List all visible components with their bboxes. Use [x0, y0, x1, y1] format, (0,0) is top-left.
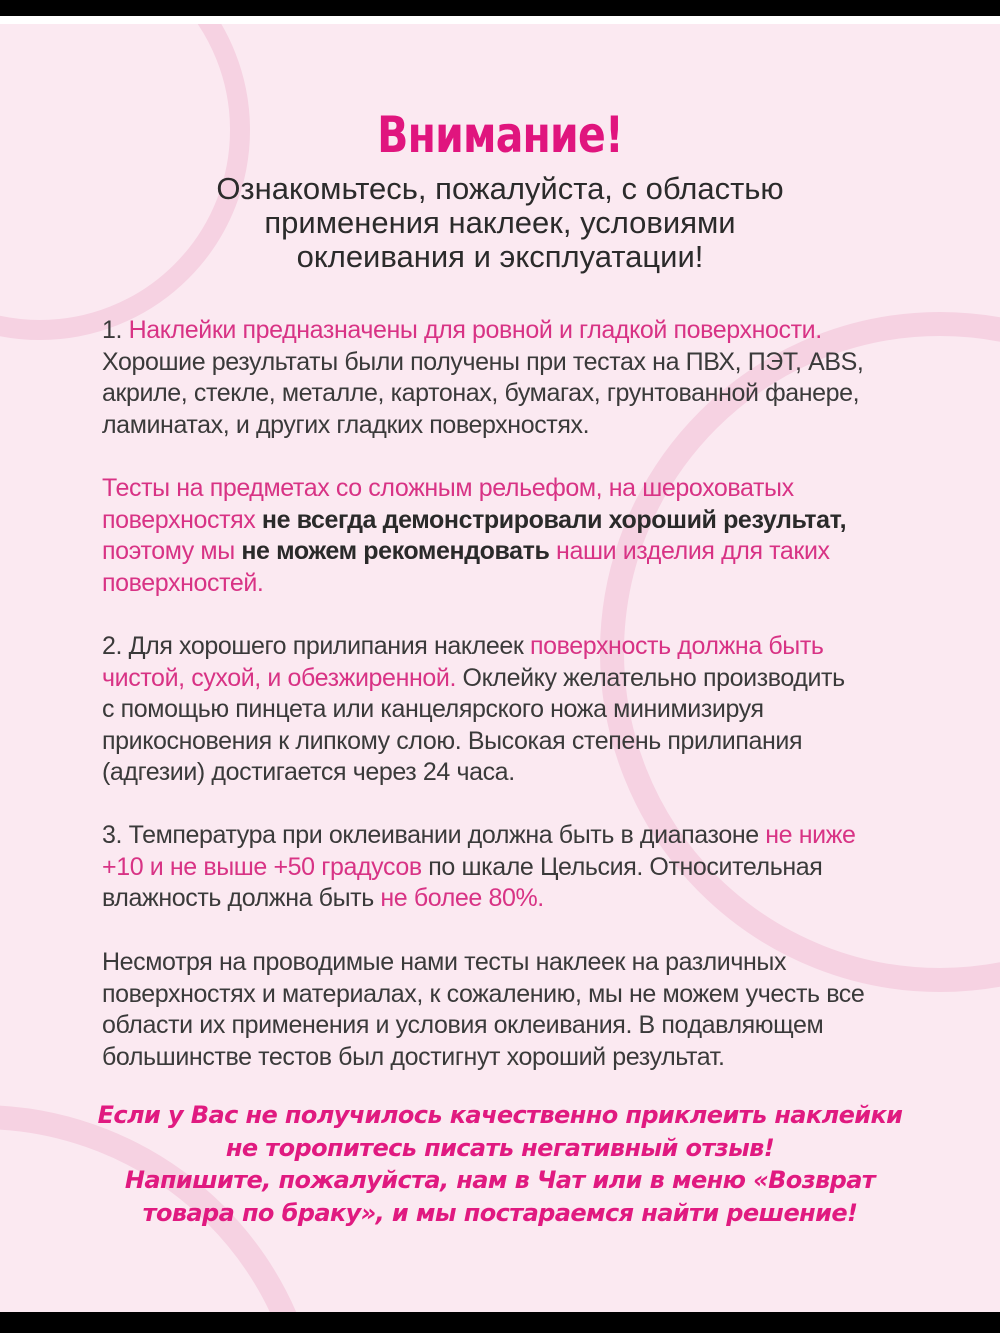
text-line: ламинатах, и других гладких поверхностях.	[102, 410, 590, 439]
text-line: прикосновения к липкому слою. Высокая степень прилипания	[102, 726, 803, 755]
highlight-text: поверхностях	[102, 505, 262, 534]
text-line	[102, 315, 922, 347]
footer-line: Напишите, пожалуйста, нам в Чат или в меню «Возврат	[124, 1166, 876, 1194]
highlight-text: +10 и не выше +50 градусов	[102, 852, 422, 881]
highlight-text: Наклейки предназначены для ровной и гладкой поверхности.	[128, 316, 822, 344]
subtitle	[0, 172, 1000, 274]
text-line	[102, 663, 922, 695]
text-line	[102, 536, 922, 568]
plain-text: 2. Для хорошего прилипания наклеек	[102, 632, 530, 660]
notice-page	[0, 24, 1000, 1312]
footer-line: Если у Вас не получилось качественно приклеить наклейки	[97, 1101, 903, 1129]
text-line: Хорошие результаты были получены при тестах на ПВХ, ПЭТ, ABS,	[102, 347, 864, 376]
highlight-text: чистой, сухой, и обезжиренной.	[102, 663, 456, 692]
section-3-temperature	[102, 820, 922, 915]
plain-text: по шкале Цельсия. Относительная	[421, 852, 823, 881]
text-line: большинстве тестов был достигнут хороший результат.	[102, 1042, 725, 1071]
highlight-text: наши изделия для таких	[549, 537, 830, 565]
subtitle-line: Ознакомьтесь, пожалуйста, с областью	[216, 171, 784, 206]
plain-text: 3. Температура при оклеивании должна быть в диапазоне	[102, 821, 766, 849]
page-title: Внимание!	[377, 106, 623, 164]
subtitle-line: применения наклеек, условиями	[264, 205, 736, 240]
highlight-text: не более 80%.	[380, 884, 544, 912]
bold-text: не можем рекомендовать	[241, 537, 550, 565]
text-line	[102, 852, 922, 884]
footer-appeal	[0, 1099, 1000, 1229]
plain-text: влажность должна быть	[102, 884, 381, 912]
footer-line: не торопитесь писать негативный отзыв!	[225, 1133, 775, 1162]
section-1-surfaces	[102, 315, 922, 441]
text-line	[102, 505, 922, 537]
text-line: акриле, стекле, металле, картонах, бумагах, грунтованной фанере,	[102, 379, 860, 407]
bold-text: не всегда демонстрировали хороший результат,	[261, 505, 847, 534]
highlight-text: не ниже	[765, 821, 856, 849]
top-white-strip	[0, 16, 1000, 24]
text-line: поверхностях и материалах, к сожалению, мы не можем учесть все	[102, 979, 865, 1008]
text-line	[102, 883, 922, 915]
text-line: Несмотря на проводимые нами тесты наклеек на различных	[102, 948, 787, 976]
item-number: 1.	[102, 316, 129, 344]
text-line: (адгезии) достигается через 24 часа.	[102, 758, 515, 786]
section-rough-surfaces-warning	[102, 473, 922, 599]
highlight-text: поверхность должна быть	[529, 632, 824, 660]
text-line: с помощью пинцета или канцелярского ножа минимизируя	[102, 695, 764, 723]
text-line: области их применения и условия оклеивания. В подавляющем	[102, 1011, 824, 1039]
text-line	[102, 820, 922, 852]
top-black-bar	[0, 0, 1000, 16]
text-line: Тесты на предметах со сложным рельефом, на шероховатых	[102, 474, 794, 502]
subtitle-line: оклеивания и эксплуатации!	[296, 239, 704, 274]
bottom-black-bar	[0, 1312, 1000, 1333]
highlight-text: поэтому мы	[102, 537, 242, 565]
section-disclaimer	[102, 947, 922, 1073]
section-2-adhesion	[102, 631, 922, 789]
text-line	[102, 631, 922, 663]
footer-line: товара по браку», и мы постараемся найти решение!	[142, 1198, 858, 1227]
plain-text: Оклейку желательно производить	[456, 663, 845, 692]
text-line: поверхностей.	[102, 568, 264, 597]
